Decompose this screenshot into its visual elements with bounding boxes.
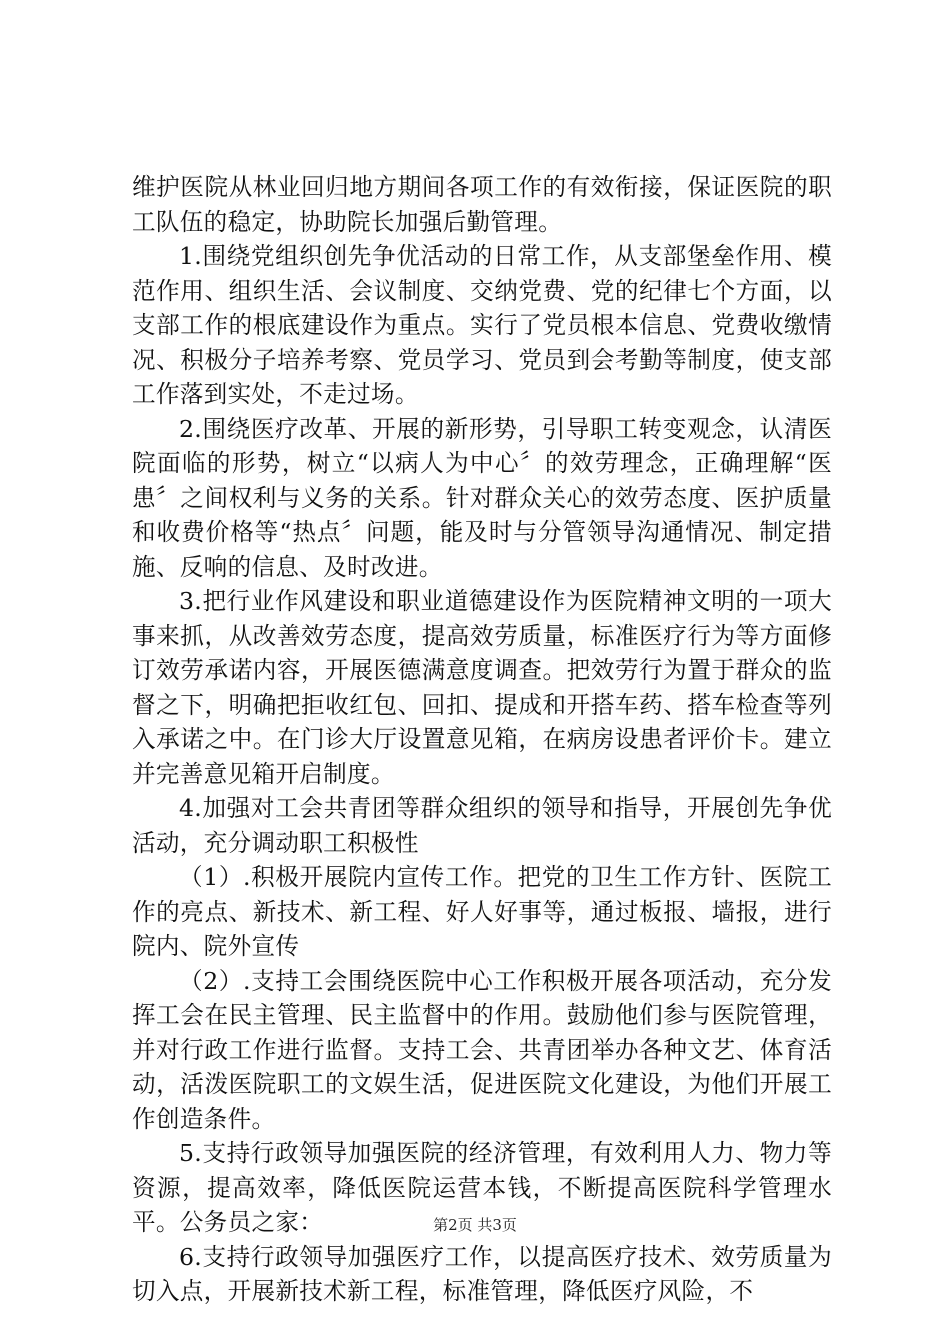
page-footer: [0, 1215, 950, 1235]
paragraph-item-4-sub-1: （1）.积极开展院内宣传工作。把党的卫生工作方针、医院工作的亮点、新技术、新工程、好人好事等，通过板报、墙报，进行院内、院外宣传: [132, 863, 832, 960]
paragraph-item-1: 1.围绕党组织创先争优活动的日常工作，从支部堡垒作用、模范作用、组织生活、会议制度、交纳党费、党的纪律七个方面，以支部工作的根底建设作为重点。实行了党员根本信息、党费收缴情况、积极分子培养考察、党员学习、党员到会考勤等制度，使支部工作落到实处，不走过场。: [132, 242, 832, 408]
paragraph-item-5: 5.支持行政领导加强医院的经济管理，有效利用人力、物力等资源，提高效率，降低医院运营本钱，不断提高医院科学管理水平。公务员之家：: [132, 1139, 832, 1236]
page-number-label: 第2页 共3页: [433, 1216, 517, 1234]
paragraph-intro: 维护医院从林业回归地方期间各项工作的有效衔接，保证医院的职工队伍的稳定，协助院长加强后勤管理。: [132, 173, 832, 236]
paragraph-item-4: 4.加强对工会共青团等群众组织的领导和指导，开展创先争优活动，充分调动职工积极性: [132, 794, 832, 857]
document-body: [132, 170, 832, 1309]
paragraph-item-6: 6.支持行政领导加强医疗工作，以提高医疗技术、效劳质量为切入点，开展新技术新工程，标准管理，降低医疗风险，不: [132, 1242, 832, 1305]
paragraph-item-4-sub-2: （2）.支持工会围绕医院中心工作积极开展各项活动，充分发挥工会在民主管理、民主监督中的作用。鼓励他们参与医院管理，并对行政工作进行监督。支持工会、共青团举办各种文艺、体育活动，活泼医院职工的文娱生活，促进医院文化建设，为他们开展工作创造条件。: [132, 966, 832, 1133]
paragraph-item-2: 2.围绕医疗改革、开展的新形势，引导职工转变观念，认清医院面临的形势，树立“以病人为中心〞的效劳理念，正确理解“医患〞之间权利与义务的关系。针对群众关心的效劳态度、医护质量和收费价格等“热点〞问题，能及时与分管领导沟通情况、制定措施、反响的信息、及时改进。: [132, 414, 832, 581]
paragraph-item-3: 3.把行业作风建设和职业道德建设作为医院精神文明的一项大事来抓，从改善效劳态度，提高效劳质量，标准医疗行为等方面修订效劳承诺内容，开展医德满意度调查。把效劳行为置于群众的监督之下，明确把拒收红包、回扣、提成和开搭车药、搭车检查等列入承诺之中。在门诊大厅设置意见箱，在病房设患者评价卡。建立并完善意见箱开启制度。: [132, 587, 832, 788]
